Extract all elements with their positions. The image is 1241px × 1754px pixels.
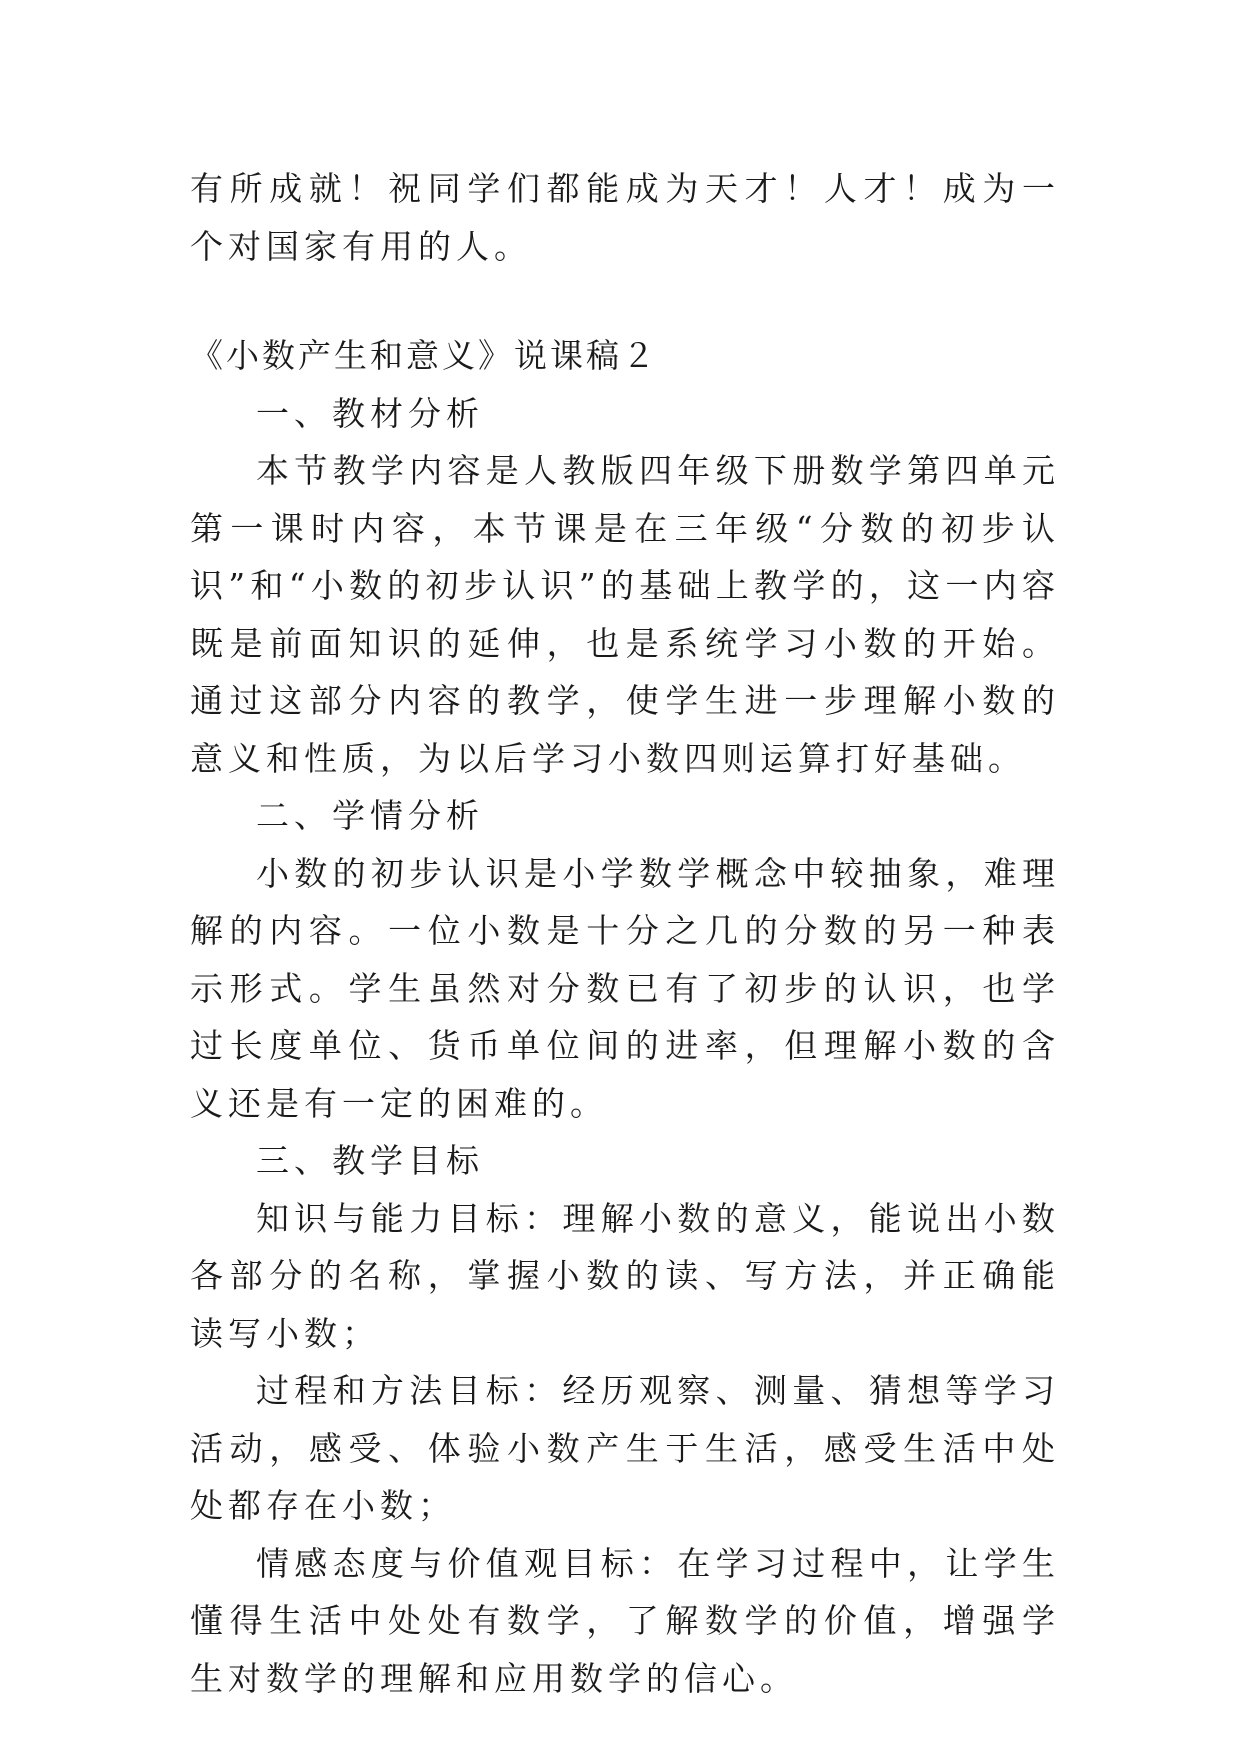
section-gap — [190, 275, 1060, 327]
document-title: 《小数产生和意义》说课稿２ — [190, 336, 658, 375]
continuation-paragraph: 有所成就！祝同学们都能成为天才！人才！成为一个对国家有用的人。 — [190, 169, 1060, 266]
paragraph-knowledge-goal: 知识与能力目标：理解小数的意义，能说出小数各部分的名称，掌握小数的读、写方法，并正确能读写小数； — [190, 1198, 1060, 1353]
paragraph-student-analysis: 小数的初步认识是小学数学概念中较抽象，难理解的内容。一位小数是十分之几的分数的另一种表示形式。学生虽然对分数已有了初步的认识，也学过长度单位、货币单位间的进率，但理解小数的含义还是有一定的困难的。 — [190, 853, 1060, 1123]
section-heading-teaching-material: 一、教材分析 — [256, 393, 484, 433]
section-heading-teaching-goals: 三、教学目标 — [256, 1141, 484, 1180]
paragraph-emotion-goal: 情感态度与价值观目标：在学习过程中，让学生懂得生活中处处有数学，了解数学的价值，增强学生对数学的理解和应用数学的信心。 — [190, 1543, 1060, 1698]
document-body — [190, 160, 1060, 1707]
paragraph-process-goal: 过程和方法目标：经历观察、测量、猜想等学习活动，感受、体验小数产生于生活，感受生活中处处都存在小数； — [190, 1371, 1060, 1525]
section-heading-student-analysis: 二、学情分析 — [256, 796, 484, 835]
paragraph-teaching-material: 本节教学内容是人教版四年级下册数学第四单元第一课时内容，本节课是在三年级“分数的初步认识”和“小数的初步认识”的基础上教学的，这一内容既是前面知识的延伸，也是系统学习小数的开始。通过这部分内容的教学，使学生进一步理解小数的意义和性质，为以后学习小数四则运算打好基础。 — [190, 451, 1060, 778]
